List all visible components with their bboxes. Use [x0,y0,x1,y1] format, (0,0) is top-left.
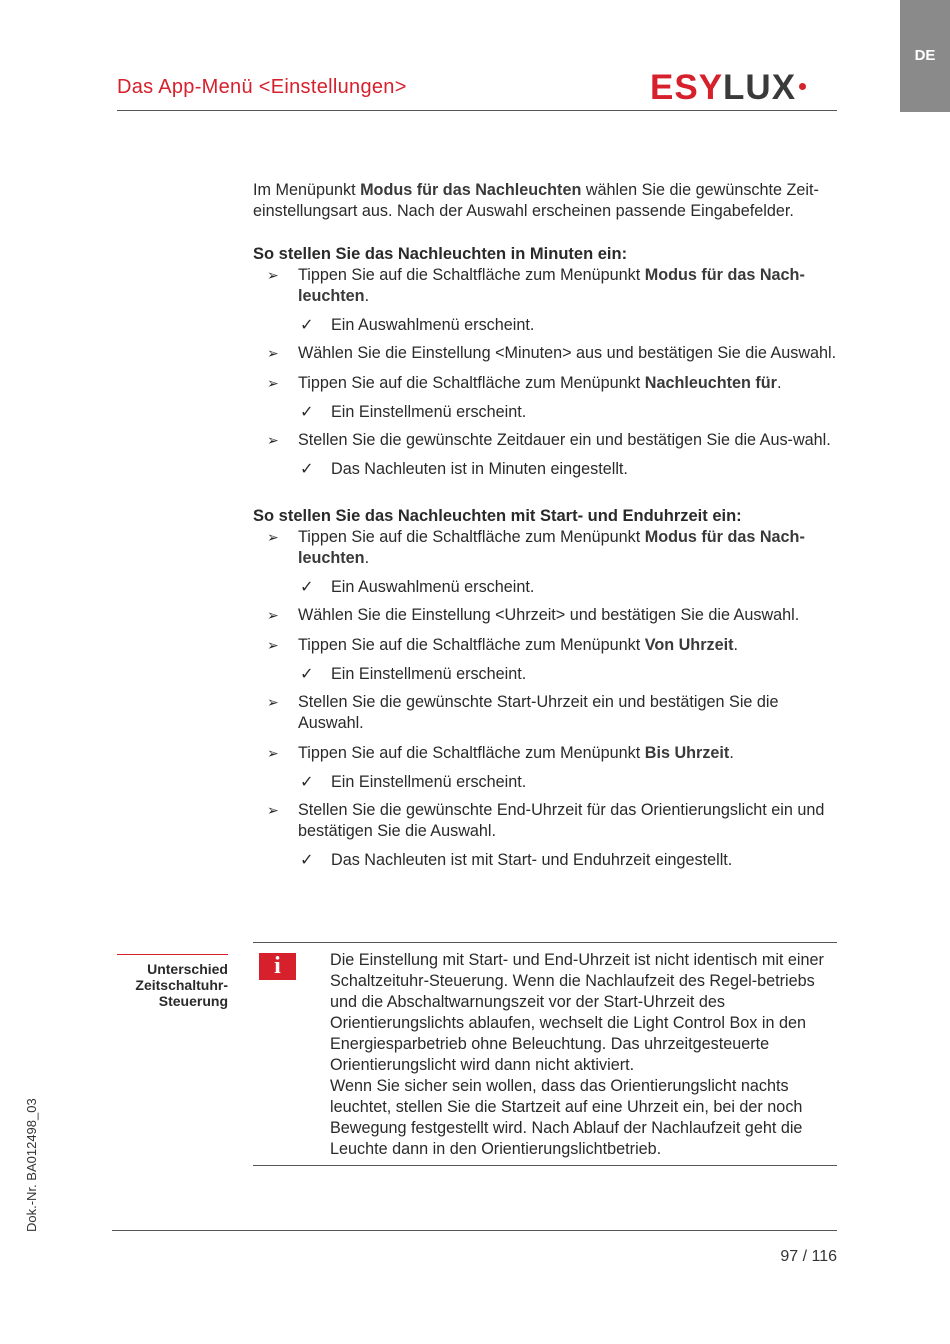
info-note [330,950,838,1160]
arrow-bullet-icon: ➢ [267,267,279,283]
note-paragraph: Wenn Sie sicher sein wollen, dass das Orientierungslicht nachts leuchtet, stellen Sie die Startzeit auf eine Uhrzeit ein, bei der noch Bewegung festgestellt wird. Nach Ablauf der Nachlaufzeit geht die Leuchte dann in den Orientierungslichtbetrieb. [330,1077,803,1158]
arrow-bullet-icon: ➢ [267,607,279,623]
check-icon: ✓ [300,403,314,421]
step-item [267,373,838,394]
arrow-bullet-icon: ➢ [267,694,279,710]
step-item [267,635,838,656]
main-content [253,180,838,878]
step-text: Tippen Sie auf die Schaltfläche zum Menüpunkt Modus für das Nach-leuchten. [298,528,805,567]
footer-divider [112,1230,837,1231]
page-number: 97 / 116 [780,1248,837,1265]
step-item [267,343,838,364]
arrow-bullet-icon: ➢ [267,375,279,391]
result-text: Ein Auswahlmenü erscheint. [331,316,535,334]
step-text: Tippen Sie auf die Schaltfläche zum Menüpunkt Bis Uhrzeit. [298,744,734,762]
step-item [267,430,838,451]
info-icon: i [259,953,296,980]
result-text: Ein Einstellmenü erscheint. [331,773,527,791]
intro-paragraph [253,180,838,222]
side-label: Unterschied Zeitschaltuhr-Steuerung [135,961,228,1009]
logo-part-lux: LUX [723,68,797,107]
arrow-bullet-icon: ➢ [267,745,279,761]
check-icon: ✓ [300,316,314,334]
result-text: Ein Einstellmenü erscheint. [331,403,527,421]
result-item [300,315,838,336]
arrow-bullet-icon: ➢ [267,637,279,653]
check-icon: ✓ [300,460,314,478]
arrow-bullet-icon: ➢ [267,802,279,818]
arrow-bullet-icon: ➢ [267,529,279,545]
step-text: Wählen Sie die Einstellung <Uhrzeit> und bestätigen Sie die Auswahl. [298,606,800,624]
result-item [300,664,838,685]
note-divider-bottom [253,1165,837,1166]
logo-part-esy: ESY [650,68,724,107]
note-paragraph: Die Einstellung mit Start- und End-Uhrzeit ist nicht identisch mit einer Schaltzeituhr-Steuerung. Wenn die Nachlaufzeit des Regel-betriebs und die Abschaltwarnungszeit vor der Start-Uhrzeit des Orientierungslichts ablaufen, wechselt die Light Control Box in den Energiesparbetrieb ohne Beleuchtung. Das uhrzeitgesteuerte Orientierungslicht wird dann nicht aktiviert. [330,951,824,1074]
check-icon: ✓ [300,578,314,596]
step-item [267,265,838,307]
step-text: Tippen Sie auf die Schaltfläche zum Menüpunkt Nachleuchten für. [298,374,782,392]
result-item [300,850,838,871]
result-text: Das Nachleuten ist in Minuten eingestellt. [331,460,628,478]
arrow-bullet-icon: ➢ [267,345,279,361]
step-text: Tippen Sie auf die Schaltfläche zum Menüpunkt Modus für das Nach-leuchten. [298,266,805,305]
result-text: Ein Einstellmenü erscheint. [331,665,527,683]
section-heading-time: So stellen Sie das Nachleuchten mit Start- und Enduhrzeit ein: [253,507,742,525]
esylux-logo [650,68,806,108]
intro-text-end: wählen Sie die gewünschte Zeit-einstellungsart aus. Nach der Auswahl erscheinen passende Eingabefelder. [253,181,819,220]
logo-dot-icon [799,83,806,90]
step-item [267,800,838,842]
result-item [300,459,838,480]
page-title: Das App-Menü <Einstellungen> [117,76,407,98]
language-tab: DE [900,0,950,112]
result-item [300,402,838,423]
side-label-divider [117,954,228,955]
result-text: Ein Auswahlmenü erscheint. [331,578,535,596]
section-heading-minutes: So stellen Sie das Nachleuchten in Minuten ein: [253,245,628,263]
step-item [267,527,838,569]
result-text: Das Nachleuten ist mit Start- und Enduhrzeit eingestellt. [331,851,733,869]
check-icon: ✓ [300,665,314,683]
step-text: Tippen Sie auf die Schaltfläche zum Menüpunkt Von Uhrzeit. [298,636,738,654]
check-icon: ✓ [300,773,314,791]
note-divider-top [253,942,837,943]
step-text: Stellen Sie die gewünschte Start-Uhrzeit ein und bestätigen Sie die Auswahl. [298,693,779,732]
step-text: Wählen Sie die Einstellung <Minuten> aus und bestätigen Sie die Auswahl. [298,344,837,362]
intro-text: Im Menüpunkt [253,181,361,199]
document-number: Dok.-Nr. BA012498_03 [24,1098,39,1232]
step-text: Stellen Sie die gewünschte End-Uhrzeit für das Orientierungslicht ein und bestätigen Sie die Auswahl. [298,801,825,840]
step-item [267,743,838,764]
result-item [300,577,838,598]
step-item [267,692,838,734]
header-divider [117,110,837,111]
step-item [267,605,838,626]
arrow-bullet-icon: ➢ [267,432,279,448]
result-item [300,772,838,793]
check-icon: ✓ [300,851,314,869]
intro-bold: Modus für das Nachleuchten [360,181,582,199]
step-text: Stellen Sie die gewünschte Zeitdauer ein und bestätigen Sie die Aus-wahl. [298,431,831,449]
